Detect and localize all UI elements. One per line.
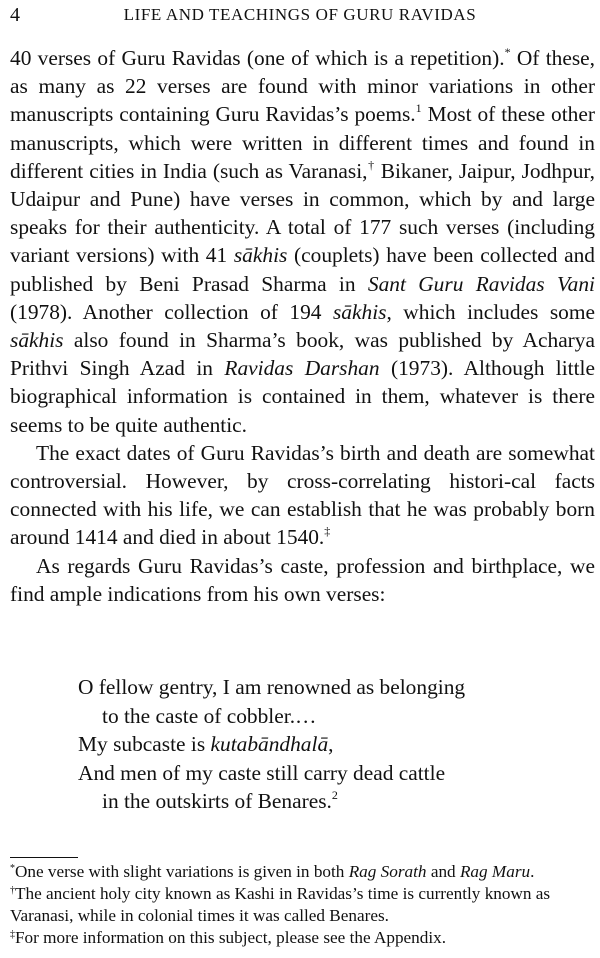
text-run: (1978). Another collection of 194: [10, 299, 333, 324]
text-run: , which includes some: [386, 299, 595, 324]
verse-line: And men of my caste still carry dead cattle: [78, 760, 446, 785]
italic-term: Rag Maru: [459, 862, 531, 881]
endnote-ref: 1: [415, 101, 422, 116]
text-run: 40 verses of Guru Ravidas (one of which is a repetition).: [10, 46, 505, 70]
footnote-3: [10, 927, 595, 949]
footnote-rule: [10, 857, 78, 858]
footnote-2: [10, 883, 595, 927]
running-title: LIFE AND TEACHINGS OF GURU RAVIDAS: [123, 5, 477, 24]
verse-line: to the caste of cobbler.…: [102, 703, 317, 728]
text-run: also found in Sharma’s book, was published by Acharya Prithvi Singh Azad in: [10, 328, 595, 381]
footnotes: [10, 861, 595, 949]
footnote-ref: *: [504, 45, 511, 59]
footnote-mark: †: [10, 885, 15, 896]
italic-term: sākhis: [332, 299, 387, 324]
text-run: Bikaner, Jaipur, Jodhpur, Udaipur and Pune) have verses in common, which by and large speaks for their authenticity. A total of 177 such verses (including variant versions) with 41: [10, 158, 595, 268]
text-run: Most of these other manuscripts, which were written in different times and found in different cities in India (such as Varanasi,: [10, 102, 595, 183]
verse-line: [78, 787, 465, 816]
footnote-mark: ‡: [10, 929, 15, 940]
text-run: One verse with slight variations is given in both: [15, 862, 349, 881]
paragraph-3: [10, 552, 595, 608]
text-run: The ancient holy city known as Kashi in Ravidas’s time is currently known as Varanasi, while in colonial times it was called Benares.: [10, 884, 551, 925]
footnote-mark: *: [10, 863, 15, 874]
endnote-ref: 2: [331, 788, 338, 802]
text-run: The exact dates of Guru Ravidas’s birth and death are somewhat controversial. However, by cross-correlating histori-cal facts connected with his life, we can establish that he was probably born around 1414 and died in about 1540.: [10, 440, 595, 550]
text-run: .: [530, 862, 535, 881]
verse-line: [78, 730, 465, 759]
verse-line: O fellow gentry, I am renowned as belonging: [78, 675, 466, 699]
page-header: [10, 4, 590, 26]
text-run: For more information on this subject, please see the Appendix.: [15, 928, 447, 947]
body-text: [10, 44, 595, 608]
italic-term: sākhis: [233, 243, 288, 268]
text-run: My subcaste is: [78, 732, 211, 756]
book-title: Ravidas Darshan: [224, 356, 380, 381]
text-run: in the outskirts of Benares.: [102, 789, 332, 813]
page-number: 4: [10, 4, 20, 26]
book-title: Sant Guru Ravidas Vani: [367, 271, 595, 296]
text-run: (1973). Although little biographical information is contained in them, whatever is there seems to be quite authentic.: [10, 356, 595, 437]
footnote-ref: †: [367, 157, 375, 172]
text-run: (couplets) have been collected and published by Beni Prasad Sharma in: [10, 243, 595, 296]
footnote-1: [10, 861, 595, 883]
paragraph-2: [10, 439, 595, 552]
text-run: and: [426, 862, 460, 881]
italic-term: sākhis: [10, 328, 64, 353]
footnote-ref: ‡: [324, 524, 331, 539]
text-run: ,: [328, 732, 334, 756]
italic-term: kutabāndhalā: [210, 732, 329, 756]
paragraph-1: [10, 44, 595, 439]
text-run: Of these, as many as 22 verses are found with minor variations in other manuscripts containing Guru Ravidas’s poems.: [10, 46, 595, 127]
text-run: As regards Guru Ravidas’s caste, profession and birthplace, we find ample indications from his own verses:: [10, 553, 595, 606]
italic-term: Rag Sorath: [348, 862, 427, 881]
verse-quote: [78, 673, 465, 816]
